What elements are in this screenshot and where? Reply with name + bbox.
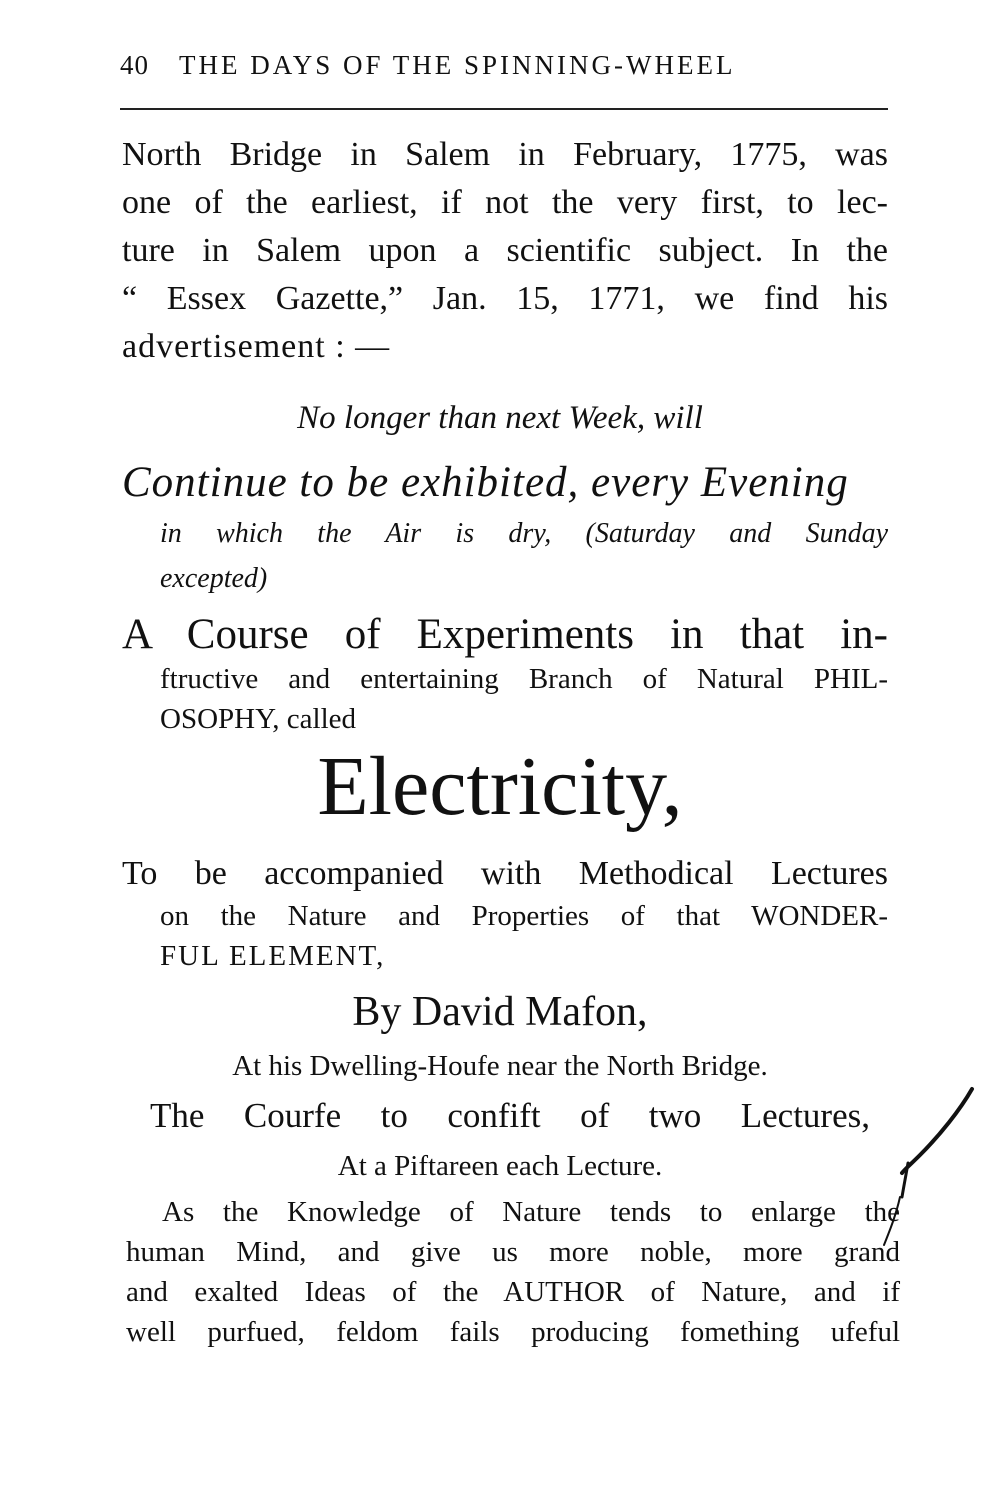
course-line: ftructive and entertaining Branch of Natural PHIL- — [160, 663, 888, 695]
price-line: At a Piftareen each Lecture. — [337, 1150, 663, 1182]
header-rule — [120, 108, 888, 110]
electricity-title: Electricity, — [317, 740, 683, 833]
closing-line: and exalted Ideas of the AUTHOR of Nature, and if — [126, 1276, 900, 1308]
ad-line-air: in which the Air is dry, (Saturday and Sunday — [160, 518, 888, 549]
dwelling-line: At his Dwelling-Houfe near the North Bridge. — [232, 1050, 768, 1082]
closing-line: As the Knowledge of Nature tends to enlarge the — [162, 1196, 900, 1228]
course-info: The Courfe to confift of two Lectures, — [150, 1096, 870, 1135]
intro-line: “ Essex Gazette,” Jan. 15, 1771, we find his — [122, 280, 888, 317]
page-number: 40 — [120, 50, 149, 80]
lectures-line: To be accompanied with Methodical Lectures — [122, 855, 888, 892]
intro-line: North Bridge in Salem in February, 1775, was — [122, 136, 888, 173]
byline: By David Mafon, — [352, 989, 648, 1035]
intro-line: one of the earliest, if not the very first, to lec- — [122, 184, 888, 221]
course-line: A Course of Experiments in that in- — [122, 611, 888, 658]
running-header — [120, 50, 736, 81]
closing-line: human Mind, and give us more noble, more grand — [126, 1236, 900, 1268]
ad-line-week: No longer than next Week, will — [297, 400, 703, 436]
ad-line-excepted: excepted) — [160, 563, 268, 594]
lectures-line: on the Nature and Properties of that WONDER- — [160, 900, 888, 932]
pen-mark — [880, 1085, 980, 1405]
ad-line-exhibited: Continue to be exhibited, every Evening — [122, 459, 849, 506]
lectures-line: FUL ELEMENT, — [160, 940, 386, 972]
running-title: THE DAYS OF THE SPINNING-WHEEL — [179, 50, 736, 80]
course-line: OSOPHY, called — [160, 703, 357, 735]
intro-line: ture in Salem upon a scientific subject. In the — [122, 232, 888, 269]
intro-line: advertisement : — — [122, 328, 391, 365]
closing-line: well purfued, feldom fails producing fomething ufeful — [126, 1316, 900, 1348]
